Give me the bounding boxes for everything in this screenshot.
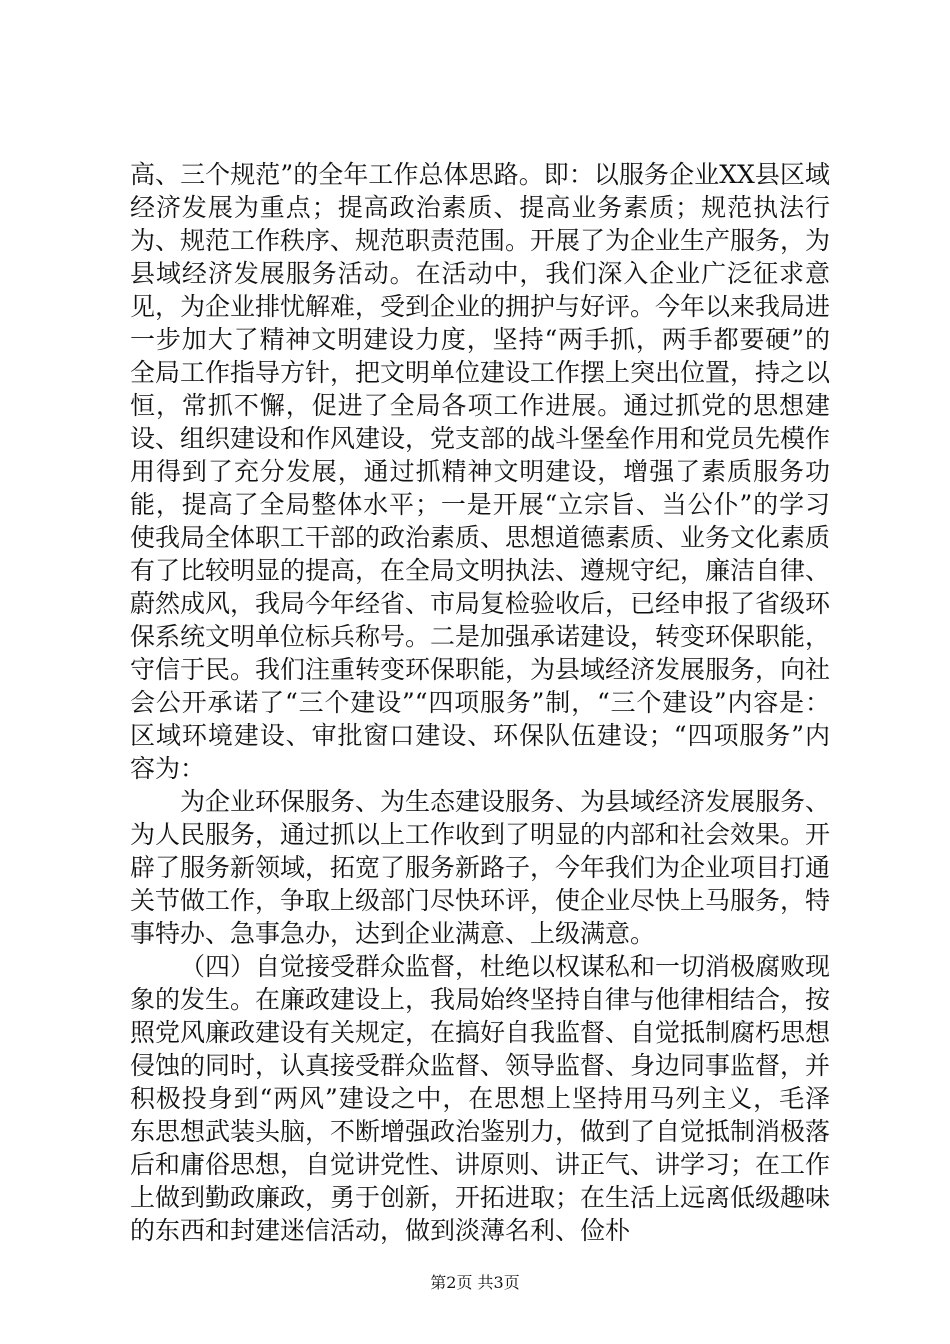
document-body xyxy=(130,158,830,1247)
page-number-footer: 第2页 共3页 xyxy=(430,1273,520,1292)
paragraph-services: 为企业环保服务、为生态建设服务、为县域经济发展服务、为人民服务，通过抓以上工作收到了明显的内部和社会效果。开辟了服务新领域，拓宽了服务新路子，今年我们为企业项目打通关节做工作，争取上级部门尽快环评，使企业尽快上马服务，特事特办、急事急办，达到企业满意、上级满意。 xyxy=(130,787,831,948)
paragraph-supervision: （四）自觉接受群众监督，杜绝以权谋私和一切消极腐败现象的发生。在廉政建设上，我局始终坚持自律与他律相结合，按照党风廉政建设有关规定，在搞好自我监督、自觉抵制腐朽思想侵蚀的同时，认真接受群众监督、领导监督、身边同事监督，并积极投身到“两风”建设之中，在思想上坚持用马列主义，毛泽东思想武装头脑，不断增强政治鉴别力，做到了自觉抵制消极落后和庸俗思想，自觉讲党性、讲原则、讲正气、讲学习；在工作上做到勤政廉政，勇于创新，开拓进取；在生活上远离低级趣味的东西和封建迷信活动，做到淡薄名利、俭朴 xyxy=(130,952,831,1245)
paragraph-continued: 高、三个规范”的全年工作总体思路。即：以服务企业XX县区域经济发展为重点；提高政治素质、提高业务素质；规范执法行为、规范工作秩序、规范职责范围。开展了为企业生产服务，为县域经济发展服务活动。在活动中，我们深入企业广泛征求意见，为企业排忧解难，受到企业的拥护与好评。今年以来我局进一步加大了精神文明建设力度，坚持“两手抓，两手都要硬”的全局工作指导方针，把文明单位建设工作摆上突出位置，持之以恒，常抓不懈，促进了全局各项工作进展。通过抓党的思想建设、组织建设和作风建设，党支部的战斗堡垒作用和党员先模作用得到了充分发展，通过抓精神文明建设，增强了素质服务功能，提高了全局整体水平；一是开展“立宗旨、当公仆”的学习使我局全体职工干部的政治素质、思想道德素质、业务文化素质有了比较明显的提高，在全局文明执法、遵规守纪，廉洁自律、蔚然成风，我局今年经省、市局复检验收后，已经申报了省级环保系统文明单位标兵称号。二是加强承诺建设，转变环保职能，守信于民。我们注重转变环保职能，为县域经济发展服务，向社会公开承诺了“三个建设”“四项服务”制，“三个建设”内容是：区域环境建设、审批窗口建设、环保队伍建设；“四项服务”内容为： xyxy=(130,160,831,783)
